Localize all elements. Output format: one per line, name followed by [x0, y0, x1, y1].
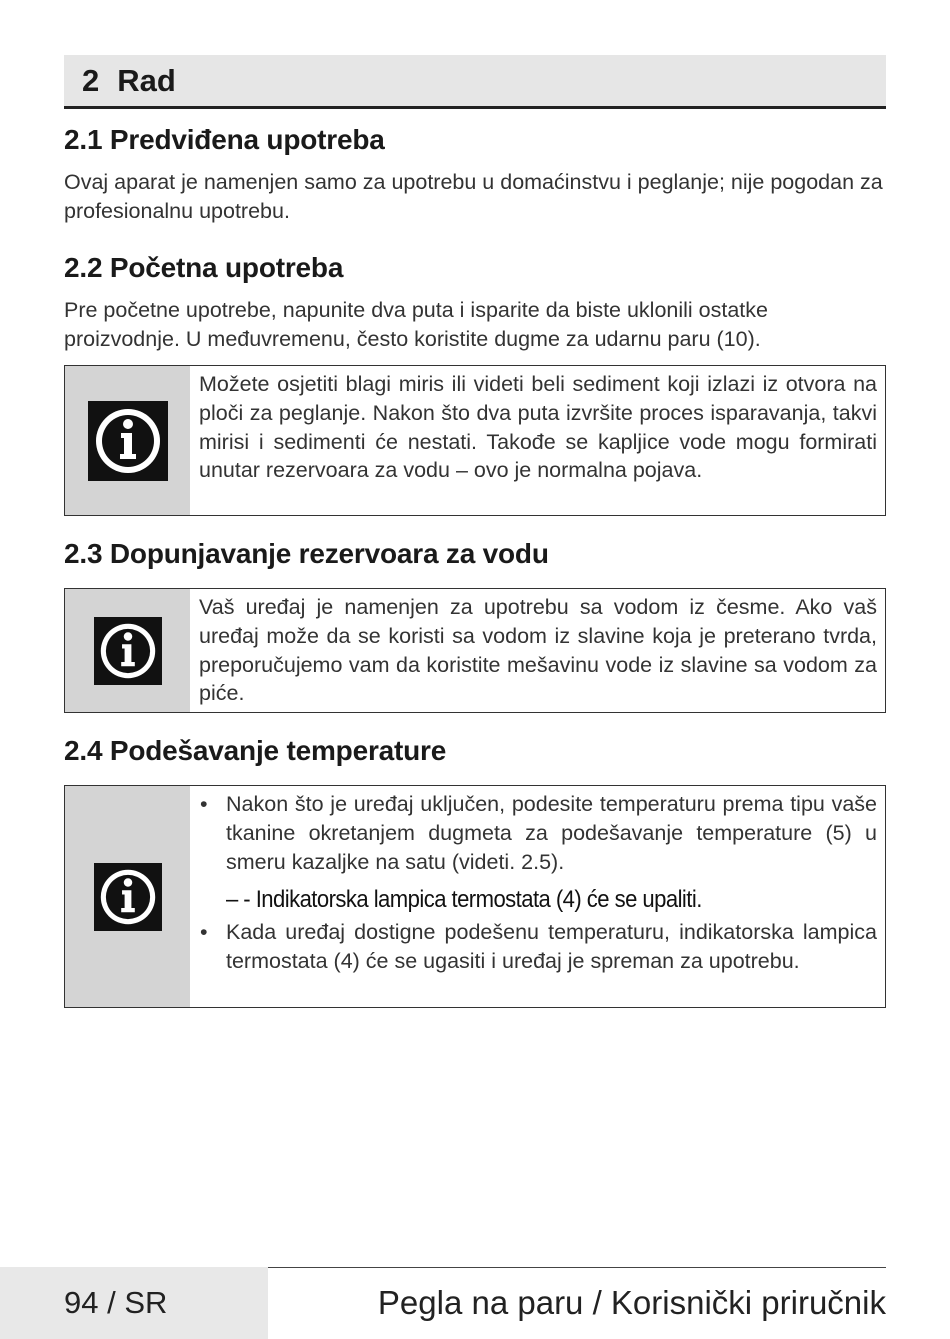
info-icon-cell — [65, 366, 190, 515]
section-heading-2-2: 2.2 Početna upotreba — [64, 252, 344, 283]
list-item: • Nakon što je uređaj uključen, podesite temperaturu prema tipu vaše tkanine okretanjem dugmeta za podešavanje temperature (5) u smeru kazaljke na satu (videti. 2.5). — [199, 790, 877, 876]
info-note-2-4 — [64, 785, 886, 1008]
info-icon — [94, 617, 162, 685]
info-note-text: Možete osjetiti blagi miris ili videti beli sediment koji izlazi iz otvora na ploči za peglanje. Nakon što dva puta izvršite proces isparavanja, takvi mirisi i sedimenti će nestati. Takođe se kapljice vode mogu formirati unutar rezervoara za vodu – ovo je normalna pojava. — [199, 372, 877, 483]
info-note-text — [190, 786, 885, 1007]
chapter-title: Rad — [117, 62, 176, 98]
dash-line: – - Indikatorska lampica termostata (4) će se upaliti. — [226, 886, 702, 914]
info-icon-cell — [65, 589, 190, 712]
section-body-2-1: Ovaj aparat je namenjen samo za upotrebu u domaćinstvu i peglanje; nije pogodan za profesionalnu upotrebu. — [64, 170, 883, 223]
footer-title: Pegla na paru / Korisnički priručnik — [377, 1284, 886, 1321]
section-heading-2-4: 2.4 Podešavanje temperature — [64, 735, 447, 766]
info-note-2-3 — [64, 588, 886, 713]
page-content — [64, 55, 886, 1008]
bullet-list — [199, 918, 877, 976]
chapter-header — [64, 55, 886, 109]
info-note-text: Vaš uređaj je namenjen za upotrebu sa vodom iz česme. Ako vaš uređaj može da se koristi sa vodom iz slavine koja je preterano tvrda, preporučujemo vam da koristite mešavinu vode iz slavine sa vodom za piće. — [199, 595, 877, 706]
section-heading-2-1: 2.1 Predviđena upotreba — [64, 124, 385, 155]
info-note-2-2 — [64, 365, 886, 516]
section-body-2-2: Pre početne upotrebe, napunite dva puta i isparite da biste uklonili ostatke proizvodnje. U međuvremenu, često koristite dugme za udarnu paru (10). — [64, 298, 768, 351]
section-heading-2-3: 2.3 Dopunjavanje rezervoara za vodu — [64, 538, 549, 569]
list-item: • Kada uređaj dostigne podešenu temperaturu, indikatorska lampica termostata (4) će se ugasiti i uređaj je spreman za upotrebu. — [199, 918, 877, 976]
bullet-list — [199, 790, 877, 876]
chapter-number: 2 — [82, 62, 100, 98]
info-icon-cell — [65, 786, 190, 1007]
info-icon — [88, 401, 168, 481]
page-number: 94 / SR — [0, 1267, 268, 1339]
info-icon — [94, 863, 162, 931]
